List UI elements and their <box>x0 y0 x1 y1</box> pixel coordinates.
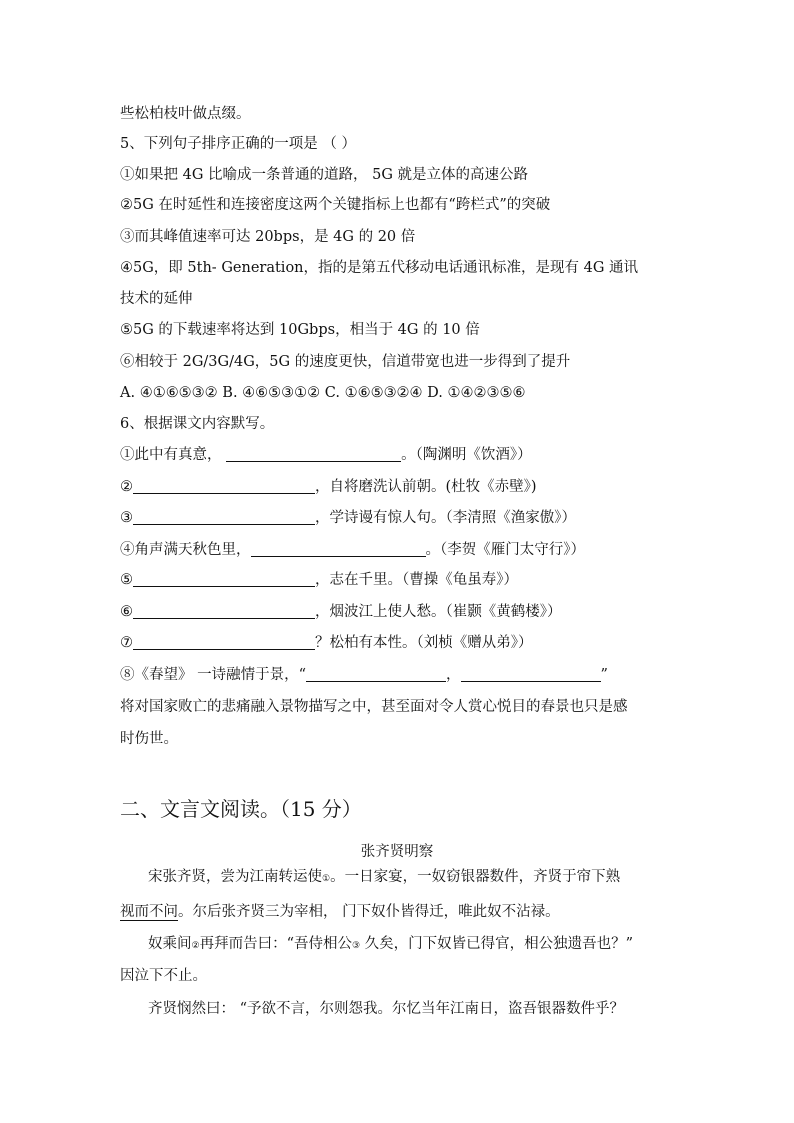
fill-blank[interactable] <box>133 635 315 650</box>
fill-source: ？松柏有本性。（刘桢《赠从弟》） <box>315 635 533 651</box>
sentence-5: ⑤5G 的下载速率将达到 10Gbps，相当于 4G 的 10 倍 <box>120 322 480 338</box>
fill-source: ，学诗谩有惊人句。（李清照《渔家傲》） <box>315 510 576 526</box>
sentence-3: ③而其峰值速率可达 20bps，是 4G 的 20 倍 <box>120 229 416 245</box>
section-heading: 二、文言文阅读。（15 分） <box>120 797 362 821</box>
fill-blank[interactable] <box>226 447 401 462</box>
fill-text: ⑦ <box>120 635 133 651</box>
sentence-1: ①如果把 4G 比喻成一条普通的道路， 5G 就是立体的高速公路 <box>120 167 529 183</box>
fill-blank[interactable] <box>133 604 315 619</box>
fill-blank[interactable] <box>251 542 426 557</box>
fill-item-8 <box>120 665 608 685</box>
fill-text: ①此中有真意， <box>120 447 227 463</box>
fill-blank[interactable] <box>133 479 315 494</box>
sentence-6: ⑥相较于 2G/3G/4G，5G 的速度更快，信道带宽也进一步得到了提升 <box>120 354 571 370</box>
passage-line: 因泣下不止。 <box>120 968 207 984</box>
fill-item-1 <box>120 445 532 465</box>
passage-text: 久矣，门下奴皆已得官，相公独遗吾也？” <box>360 936 634 952</box>
fill-separator: ， <box>446 667 461 683</box>
fill-blank[interactable] <box>306 667 446 682</box>
fill-text: ⑧《春望》 一诗融情于景，“ <box>120 667 307 683</box>
passage-text: 奴乘间 <box>148 936 192 952</box>
footnote-marker: ② <box>191 941 200 951</box>
fill-item-5 <box>120 570 518 590</box>
fill-text: ② <box>120 479 133 495</box>
question-6: 6、根据课文内容默写。 <box>120 416 275 432</box>
fill-text: ③ <box>120 510 133 526</box>
passage-text: 宋张齐贤，尝为江南转运使 <box>148 869 322 885</box>
fill-item-7 <box>120 633 533 653</box>
fill-source: 。（陶渊明《饮酒》） <box>401 447 532 463</box>
fill-item-2 <box>120 477 537 497</box>
fill-item-6 <box>120 602 562 622</box>
passage-text: 。一日家宴，一奴窃银器数件，齐贤于帘下熟 <box>330 869 621 885</box>
fill-source: ，志在千里。（曹操《龟虽寿》） <box>315 572 518 588</box>
sentence-2: ②5G 在时延性和连接密度这两个关键指标上也都有“跨栏式”的突破 <box>120 197 551 213</box>
fill-text: ⑤ <box>120 572 133 588</box>
footnote-marker: ① <box>322 874 331 884</box>
fill-text: ④角声满天秋色里， <box>120 542 251 558</box>
sentence-4-cont: 技术的延伸 <box>120 291 193 307</box>
fill-close-quote: ” <box>600 667 608 683</box>
passage-title: 张齐贤明察 <box>360 844 434 860</box>
sentence-4: ④5G，即 5th- Generation，指的是第五代移动电话通讯标准，是现有 4G 通讯 <box>120 260 639 276</box>
passage-line: 齐贤悯然曰： “予欲不言，尔则怨我。尔忆当年江南日，盗吾银器数件乎？ <box>148 1001 625 1017</box>
fill-source: 。（李贺《雁门太守行》） <box>425 542 585 558</box>
fill-blank[interactable] <box>461 667 601 682</box>
passage-line <box>148 867 620 889</box>
fill-blank[interactable] <box>133 510 315 525</box>
answer-options: A. ④①⑥⑤③② B. ④⑥⑤③①② C. ①⑥⑤③②④ D. ①④②③⑤⑥ <box>120 385 526 401</box>
fill-item-3 <box>120 508 576 528</box>
footnote-marker: ③ <box>352 941 361 951</box>
text-line: 时伤世。 <box>120 731 178 747</box>
text-line: 将对国家败亡的悲痛融入景物描写之中，甚至面对令人赏心悦目的春景也只是感 <box>120 699 628 715</box>
passage-text: 再拜而告曰：“吾侍相公 <box>199 936 352 952</box>
fill-source: ，烟波江上使人愁。（崔颢《黄鹤楼》） <box>315 604 562 620</box>
fill-source: ，自将磨洗认前朝。(杜牧《赤壁》) <box>315 479 537 495</box>
passage-line <box>120 902 560 922</box>
fill-text: ⑥ <box>120 604 133 620</box>
fill-item-4 <box>120 540 585 560</box>
question-5: 5、下列句子排序正确的一项是 （ ） <box>120 136 356 152</box>
underlined-phrase: 视而不问 <box>120 904 178 920</box>
fill-blank[interactable] <box>133 572 315 587</box>
text-line: 些松柏枝叶做点缀。 <box>120 106 251 122</box>
passage-line <box>148 934 633 956</box>
passage-text: 。尔后张齐贤三为宰相， 门下奴仆皆得迁，唯此奴不沾禄。 <box>178 904 560 920</box>
